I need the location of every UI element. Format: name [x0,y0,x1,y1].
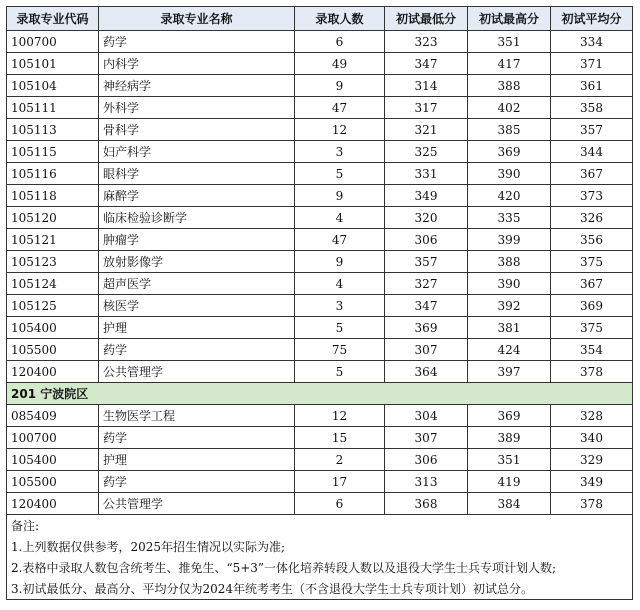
min-score-cell: 331 [385,163,468,185]
ningbo-campus-rows [7,405,633,515]
notes-block [7,515,633,600]
major-name-cell: 公共管理学 [99,361,295,383]
admitted-count-cell: 75 [295,339,385,361]
major-code-cell: 105121 [7,229,99,251]
table-row [7,251,633,273]
major-code-cell: 105115 [7,141,99,163]
major-name-cell: 生物医学工程 [99,405,295,427]
admitted-count-cell: 5 [295,361,385,383]
notes-heading: 备注: [7,515,633,537]
header-max-score: 初试最高分 [468,7,551,31]
avg-score-cell: 375 [551,251,633,273]
table-row [7,493,633,515]
header-major-code: 录取专业代码 [7,7,99,31]
major-code-cell: 105400 [7,317,99,339]
max-score-cell: 351 [468,31,551,53]
admitted-count-cell: 17 [295,471,385,493]
max-score-cell: 399 [468,229,551,251]
max-score-cell: 419 [468,471,551,493]
min-score-cell: 307 [385,427,468,449]
table-row [7,405,633,427]
major-name-cell: 药学 [99,31,295,53]
min-score-cell: 314 [385,75,468,97]
major-name-cell: 肿瘤学 [99,229,295,251]
major-name-cell: 内科学 [99,53,295,75]
header-min-score: 初试最低分 [385,7,468,31]
major-code-cell: 120400 [7,361,99,383]
avg-score-cell: 356 [551,229,633,251]
max-score-cell: 420 [468,185,551,207]
avg-score-cell: 375 [551,317,633,339]
note-row [7,578,633,600]
avg-score-cell: 373 [551,185,633,207]
major-code-cell: 105400 [7,449,99,471]
major-code-cell: 105120 [7,207,99,229]
min-score-cell: 327 [385,273,468,295]
min-score-cell: 357 [385,251,468,273]
major-name-cell: 护理 [99,317,295,339]
max-score-cell: 417 [468,53,551,75]
major-code-cell: 105101 [7,53,99,75]
avg-score-cell: 378 [551,493,633,515]
avg-score-cell: 357 [551,119,633,141]
admitted-count-cell: 49 [295,53,385,75]
min-score-cell: 364 [385,361,468,383]
table-row [7,31,633,53]
admitted-count-cell: 47 [295,97,385,119]
major-name-cell: 药学 [99,471,295,493]
avg-score-cell: 371 [551,53,633,75]
avg-score-cell: 361 [551,75,633,97]
major-code-cell: 085409 [7,405,99,427]
major-name-cell: 妇产科学 [99,141,295,163]
max-score-cell: 392 [468,295,551,317]
header-avg-score: 初试平均分 [551,7,633,31]
table-row [7,427,633,449]
table-row [7,295,633,317]
major-code-cell: 120400 [7,493,99,515]
major-name-cell: 神经病学 [99,75,295,97]
section-header-group [7,383,633,405]
max-score-cell: 381 [468,317,551,339]
min-score-cell: 347 [385,53,468,75]
table-row [7,449,633,471]
avg-score-cell: 334 [551,31,633,53]
max-score-cell: 397 [468,361,551,383]
avg-score-cell: 340 [551,427,633,449]
max-score-cell: 369 [468,141,551,163]
table-row [7,75,633,97]
table-row [7,361,633,383]
min-score-cell: 317 [385,97,468,119]
table-row [7,53,633,75]
min-score-cell: 368 [385,493,468,515]
major-name-cell: 眼科学 [99,163,295,185]
admitted-count-cell: 3 [295,295,385,317]
major-code-cell: 105118 [7,185,99,207]
admitted-count-cell: 12 [295,119,385,141]
admitted-count-cell: 4 [295,207,385,229]
max-score-cell: 390 [468,163,551,185]
major-name-cell: 外科学 [99,97,295,119]
admitted-count-cell: 3 [295,141,385,163]
major-code-cell: 105104 [7,75,99,97]
major-name-cell: 公共管理学 [99,493,295,515]
admission-score-table [6,6,633,600]
major-name-cell: 骨科学 [99,119,295,141]
min-score-cell: 306 [385,229,468,251]
major-code-cell: 105125 [7,295,99,317]
section-title: 201 宁波院区 [7,383,633,405]
min-score-cell: 321 [385,119,468,141]
major-name-cell: 超声医学 [99,273,295,295]
avg-score-cell: 367 [551,273,633,295]
major-name-cell: 药学 [99,339,295,361]
admitted-count-cell: 9 [295,185,385,207]
max-score-cell: 388 [468,251,551,273]
min-score-cell: 369 [385,317,468,339]
admitted-count-cell: 6 [295,31,385,53]
max-score-cell: 402 [468,97,551,119]
avg-score-cell: 358 [551,97,633,119]
avg-score-cell: 349 [551,471,633,493]
max-score-cell: 424 [468,339,551,361]
table-row [7,207,633,229]
min-score-cell: 306 [385,449,468,471]
major-code-cell: 100700 [7,31,99,53]
table-row [7,163,633,185]
avg-score-cell: 369 [551,295,633,317]
major-code-cell: 105111 [7,97,99,119]
min-score-cell: 307 [385,339,468,361]
admitted-count-cell: 4 [295,273,385,295]
major-code-cell: 105124 [7,273,99,295]
table-row [7,119,633,141]
note-text: 3.初试最低分、最高分、平均分仅为2024年统考考生（不含退役大学生士兵专项计划）初试总分。 [7,578,633,600]
notes-heading-row [7,515,633,537]
avg-score-cell: 328 [551,405,633,427]
table-row [7,141,633,163]
max-score-cell: 335 [468,207,551,229]
section-header-row [7,383,633,405]
main-campus-rows [7,31,633,383]
min-score-cell: 347 [385,295,468,317]
major-code-cell: 105113 [7,119,99,141]
table-row [7,229,633,251]
table-row [7,339,633,361]
major-code-cell: 105123 [7,251,99,273]
admitted-count-cell: 9 [295,251,385,273]
major-name-cell: 护理 [99,449,295,471]
admitted-count-cell: 5 [295,317,385,339]
major-name-cell: 核医学 [99,295,295,317]
major-name-cell: 麻醉学 [99,185,295,207]
note-text: 1.上列数据仅供参考，2025年招生情况以实际为准; [7,536,633,557]
admitted-count-cell: 47 [295,229,385,251]
max-score-cell: 369 [468,405,551,427]
table-row [7,273,633,295]
min-score-cell: 304 [385,405,468,427]
note-row [7,557,633,578]
max-score-cell: 351 [468,449,551,471]
min-score-cell: 320 [385,207,468,229]
major-code-cell: 105500 [7,339,99,361]
table-row [7,185,633,207]
note-text: 2.表格中录取人数包含统考生、推免生、“5+3”一体化培养转段人数以及退役大学生士兵专项计划人数; [7,557,633,578]
header-major-name: 录取专业名称 [99,7,295,31]
max-score-cell: 389 [468,427,551,449]
max-score-cell: 390 [468,273,551,295]
major-name-cell: 临床检验诊断学 [99,207,295,229]
min-score-cell: 349 [385,185,468,207]
avg-score-cell: 354 [551,339,633,361]
max-score-cell: 388 [468,75,551,97]
major-name-cell: 药学 [99,427,295,449]
avg-score-cell: 329 [551,449,633,471]
admitted-count-cell: 9 [295,75,385,97]
admitted-count-cell: 12 [295,405,385,427]
table-row [7,471,633,493]
avg-score-cell: 344 [551,141,633,163]
admitted-count-cell: 5 [295,163,385,185]
admitted-count-cell: 15 [295,427,385,449]
max-score-cell: 384 [468,493,551,515]
avg-score-cell: 378 [551,361,633,383]
note-row [7,536,633,557]
avg-score-cell: 326 [551,207,633,229]
table-row [7,317,633,339]
admitted-count-cell: 6 [295,493,385,515]
major-code-cell: 105500 [7,471,99,493]
min-score-cell: 325 [385,141,468,163]
table-header-row [7,7,633,31]
major-name-cell: 放射影像学 [99,251,295,273]
min-score-cell: 313 [385,471,468,493]
min-score-cell: 323 [385,31,468,53]
major-code-cell: 105116 [7,163,99,185]
major-code-cell: 100700 [7,427,99,449]
header-admitted-count: 录取人数 [295,7,385,31]
max-score-cell: 385 [468,119,551,141]
table-row [7,97,633,119]
avg-score-cell: 367 [551,163,633,185]
admitted-count-cell: 2 [295,449,385,471]
